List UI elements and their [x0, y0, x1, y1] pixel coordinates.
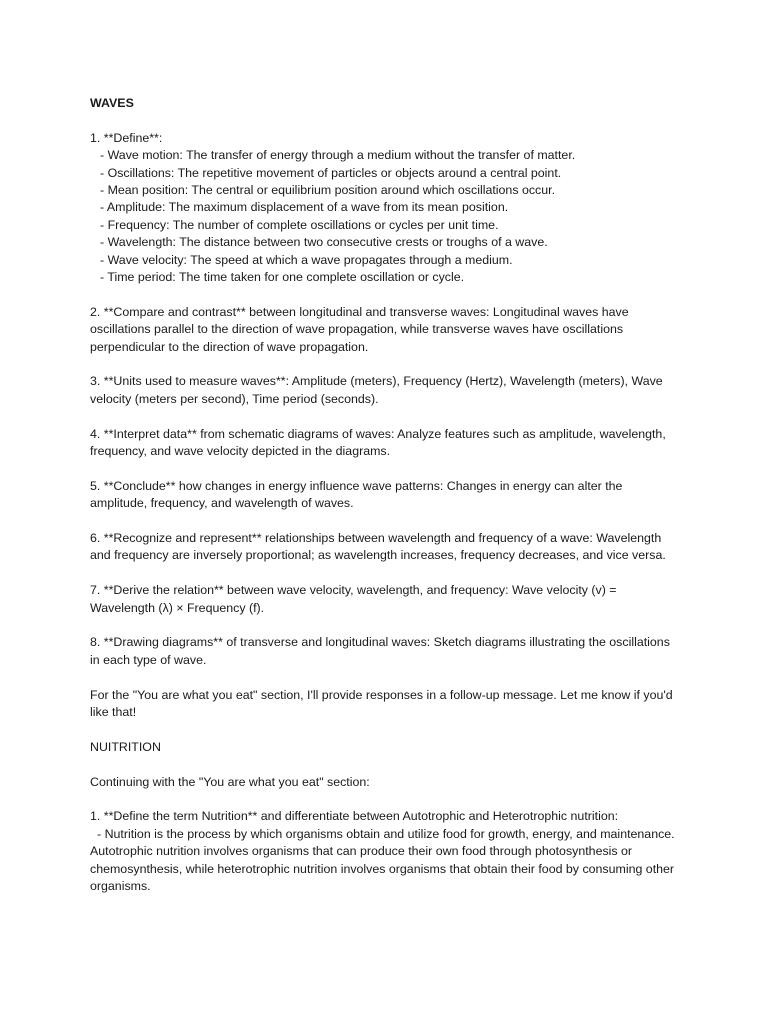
nutrition-title: NUITRITION — [90, 739, 161, 754]
nutrition-item-1-body: - Nutrition is the process by which organisms obtain and utilize food for growth, energy, and maintenance. Autotrophic nutrition involves organisms that can produce their own food through photosynthesis or chemosynthesis, while heterotrophic nutrition involves organisms that obtain their food by consuming other organisms. — [90, 826, 675, 894]
waves-item-2: 2. **Compare and contrast** between longitudinal and transverse waves: Longitudinal waves have oscillations parallel to the direction of wave propagation, while transverse waves have oscillations perpendicular to the direction of wave propagation. — [90, 304, 629, 354]
nutrition-item-1-heading: 1. **Define the term Nutrition** and differentiate between Autotrophic and Heterotrophic nutrition: — [90, 809, 619, 824]
waves-item-4: 4. **Interpret data** from schematic diagrams of waves: Analyze features such as amplitude, wavelength, frequency, and wave velocity depicted in the diagrams. — [90, 426, 666, 459]
waves-item-7: 7. **Derive the relation** between wave velocity, wavelength, and frequency: Wave velocity (v) = Wavelength (λ) × Frequency (f). — [90, 583, 617, 615]
followup-note: For the "You are what you eat" section, I'll provide responses in a follow-up message. Let me know if you'd like that! — [90, 687, 673, 720]
definition-item: - Frequency: The number of complete oscillations or cycles per unit time. — [100, 217, 499, 232]
definition-item: - Wave motion: The transfer of energy through a medium without the transfer of matter. — [100, 148, 576, 163]
waves-item-5: 5. **Conclude** how changes in energy influence wave patterns: Changes in energy can alter the amplitude, frequency, and wavelength of waves. — [90, 478, 623, 511]
waves-title: WAVES — [90, 96, 134, 110]
nutrition-intro: Continuing with the "You are what you eat" section: — [90, 774, 370, 789]
waves-item-8: 8. **Drawing diagrams** of transverse and longitudinal waves: Sketch diagrams illustrating the oscillations in each type of wave. — [90, 635, 670, 667]
define-heading: 1. **Define**: — [90, 130, 163, 145]
definition-item: - Mean position: The central or equilibrium position around which oscillations occur. — [100, 183, 556, 198]
definition-item: - Oscillations: The repetitive movement of particles or objects around a central point. — [100, 165, 562, 180]
definition-item: - Amplitude: The maximum displacement of a wave from its mean position. — [100, 200, 509, 215]
definitions-list — [90, 147, 678, 286]
definition-item: - Time period: The time taken for one complete oscillation or cycle. — [100, 270, 465, 285]
waves-item-3: 3. **Units used to measure waves**: Amplitude (meters), Frequency (Hertz), Wavelength (meters), Wave velocity (meters per second), Time period (seconds). — [90, 374, 663, 406]
definition-item: - Wavelength: The distance between two consecutive crests or troughs of a wave. — [100, 235, 548, 250]
waves-item-6: 6. **Recognize and represent** relationships between wavelength and frequency of a wave: Wavelength and frequency are inversely proportional; as wavelength increases, frequency decreases, and vice versa. — [90, 531, 666, 563]
definition-item: - Wave velocity: The speed at which a wave propagates through a medium. — [100, 252, 513, 267]
